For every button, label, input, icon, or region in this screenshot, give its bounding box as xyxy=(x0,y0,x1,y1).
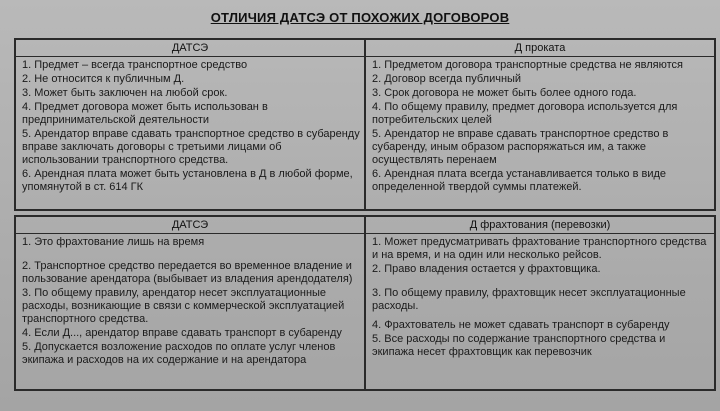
comparison-table-charter xyxy=(14,215,716,391)
list-item: 1. Предметом договора транспортные средства не являются xyxy=(372,59,683,71)
column-header: ДАТСЭ xyxy=(16,40,364,57)
column-header: Д проката xyxy=(366,40,714,57)
column-header: Д фрахтования (перевозки) xyxy=(366,217,714,234)
datse-column xyxy=(16,40,366,209)
comparison-table-rental xyxy=(14,38,716,211)
list-item: 1. Это фрахтование лишь на время xyxy=(22,236,205,248)
list-item: 4. По общему правилу, предмет договора используется для потребительских целей xyxy=(372,101,678,126)
list-item: 2. Договор всегда публичный xyxy=(372,73,522,85)
page-title: ОТЛИЧИЯ ДАТСЭ ОТ ПОХОЖИХ ДОГОВОРОВ xyxy=(210,10,510,25)
item-list xyxy=(16,57,364,194)
charter-column xyxy=(366,217,714,389)
list-item: 3. По общему правилу, фрахтовщик несет эксплуатационные расходы. xyxy=(372,287,686,312)
list-item: 1. Может предусматривать фрахтование транспортного средства и на время, и на один или несколько рейсов. xyxy=(372,236,707,261)
list-item: 4. Если Д..., арендатор вправе сдавать транспорт в субаренду xyxy=(22,327,342,339)
column-header: ДАТСЭ xyxy=(16,217,364,234)
list-item: 3. Может быть заключен на любой срок. xyxy=(22,87,228,99)
list-item: 3. Срок договора не может быть более одного года. xyxy=(372,87,637,99)
item-list xyxy=(366,57,714,194)
item-list xyxy=(16,234,364,367)
list-item: 4. Предмет договора может быть использован в предпринимательской деятельности xyxy=(22,101,268,126)
list-item: 6. Арендная плата может быть установлена в Д в любой форме, упомянутой в ст. 614 ГК xyxy=(22,168,353,193)
item-list xyxy=(366,234,714,359)
list-item: 5. Все расходы по содержание транспортного средства и экипажа несет фрахтовщик как перевозчик xyxy=(372,333,666,358)
rental-column xyxy=(366,40,714,209)
list-item: 5. Допускается возложение расходов по оплате услуг членов экипажа и расходов на их содержание и на арендатора xyxy=(22,341,336,366)
list-item: 2. Не относится к публичным Д. xyxy=(22,73,185,85)
list-item: 2. Право владения остается у фрахтовщика. xyxy=(372,263,601,275)
list-item: 5. Арендатор не вправе сдавать транспортное средство в субаренду, иным образом распоряжаться им, а также осуществлять перенаем xyxy=(372,128,669,166)
datse-column xyxy=(16,217,366,389)
list-item: 5. Арендатор вправе сдавать транспортное средство в субаренду вправе заключать договоры с третьими лицами об использовании транспортного средства. xyxy=(22,128,360,166)
list-item: 3. По общему правилу, арендатор несет эксплуатационные расходы, возникающие в связи с коммерческой эксплуатацией транспортного средства. xyxy=(22,287,345,325)
list-item: 1. Предмет – всегда транспортное средство xyxy=(22,59,248,71)
list-item: 2. Транспортное средство передается во временное владение и пользование арендатора (выбывает из владения арендодателя) xyxy=(22,260,353,285)
list-item: 6. Арендная плата всегда устанавливается только в виде определенной твердой суммы платежей. xyxy=(372,168,667,193)
list-item: 4. Фрахтователь не может сдавать транспорт в субаренду xyxy=(372,319,670,331)
